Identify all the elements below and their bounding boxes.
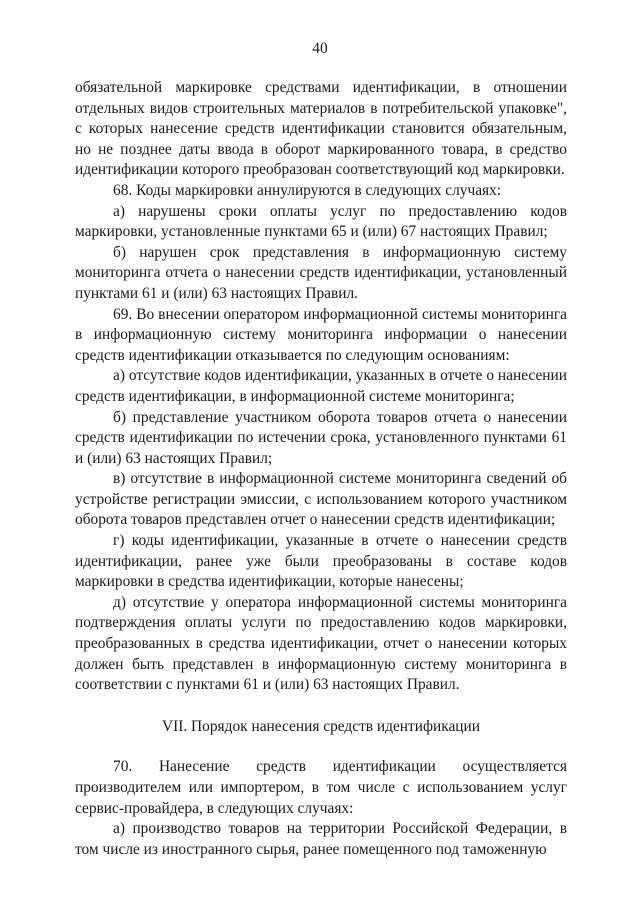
paragraph-continuation: обязательной маркировке средствами идентификации, в отношении отдельных видов строительных материалов в потребительской упаковке", с которых нанесение средств идентификации становится обязательным, но не позднее даты ввода в оборот маркированного товара, в средство идентификации которого преобразован соответствующий код маркировки. bbox=[75, 79, 567, 179]
paragraph-69-a: а) отсутствие кодов идентификации, указанных в отчете о нанесении средств идентификации, в информационной системе мониторинга; bbox=[75, 367, 567, 405]
paragraph-69-v: в) отсутствие в информационной системе мониторинга сведений об устройстве регистрации эмиссии, с использованием которого участником оборота товаров представлен отчет о нанесении средств идентификации; bbox=[75, 470, 567, 529]
paragraph-69-g: г) коды идентификации, указанные в отчете о нанесении средств идентификации, ранее уже были преобразованы в составе кодов маркировки в средства идентификации, которые нанесены; bbox=[75, 532, 567, 591]
paragraph-69-b: б) представление участником оборота товаров отчета о нанесении средств идентификации по истечении срока, установленного пунктами 61 и (или) 63 настоящих Правил; bbox=[75, 408, 567, 467]
paragraph-68-b: б) нарушен срок представления в информационную систему мониторинга отчета о нанесении средств идентификации, установленный пунктами 61 и (или) 63 настоящих Правил. bbox=[75, 243, 567, 302]
document-body bbox=[75, 78, 567, 860]
section-heading: VII. Порядок нанесения средств идентификации bbox=[161, 717, 480, 735]
paragraph-69: 69. Во внесении оператором информационной системы мониторинга в информационную систему мониторинга информации о нанесении средств идентификации отказывается по следующим основаниям: bbox=[75, 305, 567, 364]
page-number: 40 bbox=[312, 40, 328, 57]
paragraph-68-a: а) нарушены сроки оплаты услуг по предоставлению кодов маркировки, установленные пунктами 65 и (или) 67 настоящих Правил; bbox=[75, 202, 567, 241]
paragraph-70-a: а) производство товаров на территории Российской Федерации, в том числе из иностранного сырья, ранее помещенного под таможенную bbox=[75, 820, 567, 858]
paragraph-68: 68. Коды маркировки аннулируются в следующих случаях: bbox=[113, 181, 502, 199]
paragraph-70: 70. Нанесение средств идентификации осуществляется производителем или импортером, в том числе с использованием услуг сервис-провайдера, в следующих случаях: bbox=[75, 758, 567, 817]
paragraph-69-d: д) отсутствие у оператора информационной системы мониторинга подтверждения оплаты услуги по предоставлению кодов маркировки, преобразованных в средства идентификации, отчет о нанесении которых должен быть представлен в информационную систему мониторинга в соответствии с пунктами 61 и (или) 63 настоящих Правил. bbox=[75, 593, 567, 694]
